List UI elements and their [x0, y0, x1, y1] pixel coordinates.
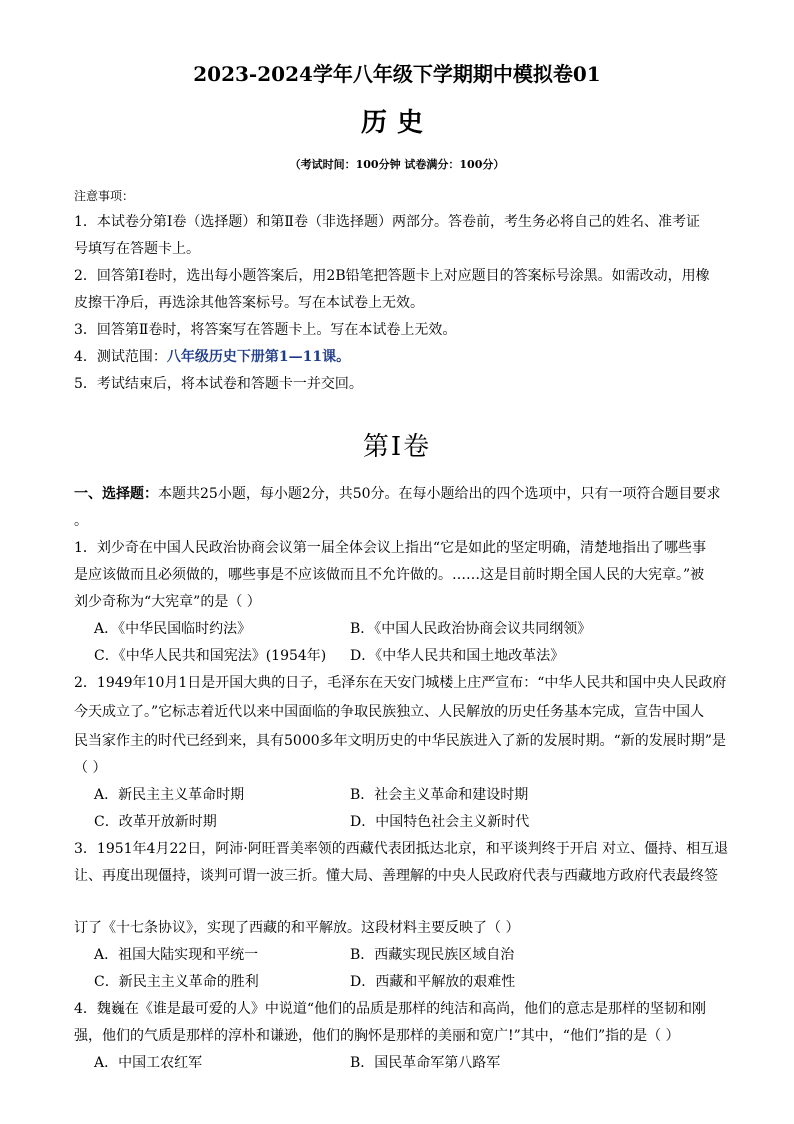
- question-line: 3．1951年4月22日，阿沛·阿旺晋美率领的西藏代表团抵达北京，和平谈判终于开启 对立、僵持、相互退: [74, 841, 729, 857]
- option-d: D．《中华人民共和国土地改革法》: [350, 648, 565, 664]
- option-c: C．《中华人民共和国宪法》(1954年): [94, 648, 327, 664]
- option-c: C．改革开放新时期: [94, 814, 217, 830]
- question-line: 刘少奇称为“大宪章”的是（ ）: [74, 594, 261, 610]
- question-line: 今天成立了。”它标志着近代以来中国面临的争取民族独立、人民解放的历史任务基本完成，宣告中国人: [74, 704, 705, 720]
- question-line: 让、再度出现僵持，谈判可谓一波三折。懂大局、善理解的中央人民政府代表与西藏地方政府代表最终签: [74, 868, 718, 884]
- note-line: 号填写在答题卡上。: [74, 241, 200, 257]
- note-line: 5．考试结束后，将本试卷和答题卡一并交回。: [74, 376, 363, 392]
- question-line: 强，他们的气质是那样的淳朴和谦逊，他们的胸怀是那样的美丽和宽广!”其中，“他们”指的是（ ）: [74, 1028, 680, 1044]
- question-line: 4．魏巍在《谁是最可爱的人》中说道“他们的品质是那样的纯洁和高尚，他们的意志是那样的坚韧和刚: [74, 1001, 707, 1017]
- note-line: 2．回答第Ⅰ卷时，选出每小题答案后，用2B铅笔把答题卡上对应题目的答案标号涂黑。如需改动，用橡: [74, 268, 710, 284]
- option-a: A．新民主主义革命时期: [94, 787, 245, 803]
- option-b: B．《中国人民政治协商会议共同纲领》: [350, 621, 592, 637]
- exam-title: 2023-2024学年八年级下学期期中模拟卷01: [193, 62, 601, 86]
- notes-heading: 注意事项：: [74, 189, 135, 203]
- exam-meta: （考试时间：100分钟 试卷满分：100分）: [289, 158, 505, 171]
- note-line: 1．本试卷分第Ⅰ卷（选择题）和第Ⅱ卷（非选择题）两部分。答卷前，考生务必将自己的姓名、准考证: [74, 214, 700, 230]
- question-line: 是应该做而且必须做的，哪些事是不应该做而且不允许做的。……这是目前时期全国人民的大宪章。”被: [74, 567, 705, 583]
- option-c: C．新民主主义革命的胜利: [94, 974, 259, 990]
- instructions: [74, 484, 721, 504]
- test-scope: 八年级历史下册第1—11课。: [166, 349, 351, 365]
- note-line-scope: [74, 347, 350, 367]
- section-title: 第Ⅰ卷: [362, 432, 432, 462]
- option-a: A．祖国大陆实现和平统一: [94, 947, 259, 963]
- option-d: D．西藏和平解放的艰难性: [350, 974, 516, 990]
- instructions-prefix: 一、选择题：: [74, 486, 158, 502]
- question-line: （ ）: [74, 760, 107, 776]
- note-line: 皮擦干净后，再选涂其他答案标号。写在本试卷上无效。: [74, 295, 424, 311]
- question-line: 民当家作主的时代已经到来，具有5000多年文明历史的中华民族进入了新的发展时期。“新的发展时期”是: [74, 733, 726, 749]
- instructions-tail: 。: [74, 513, 88, 529]
- option-b: B．国民革命军第八路军: [350, 1055, 501, 1071]
- instructions-body: 本题共25小题，每小题2分，共50分。在每小题给出的四个选项中，只有一项符合题目要求: [158, 486, 721, 502]
- option-b: B．社会主义革命和建设时期: [350, 787, 529, 803]
- note-label: 4．测试范围：: [74, 349, 167, 365]
- option-a: A．中国工农红军: [94, 1055, 203, 1071]
- note-line: 3．回答第Ⅱ卷时，将答案写在答题卡上。写在本试卷上无效。: [74, 322, 457, 338]
- option-a: A．《中华民国临时约法》: [94, 621, 252, 637]
- option-d: D．中国特色社会主义新时代: [350, 814, 530, 830]
- subject-title: 历史: [360, 108, 433, 138]
- question-line: 订了《十七条协议》，实现了西藏的和平解放。这段材料主要反映了（ ）: [74, 920, 520, 936]
- option-b: B．西藏实现民族区域自治: [350, 947, 515, 963]
- question-line: 2．1949年10月1日是开国大典的日子，毛泽东在天安门城楼上庄严宣布：“中华人民共和国中央人民政府: [74, 675, 727, 691]
- question-line: 1．刘少奇在中国人民政治协商会议第一届全体会议上指出“它是如此的坚定明确，清楚地指出了哪些事: [74, 540, 707, 556]
